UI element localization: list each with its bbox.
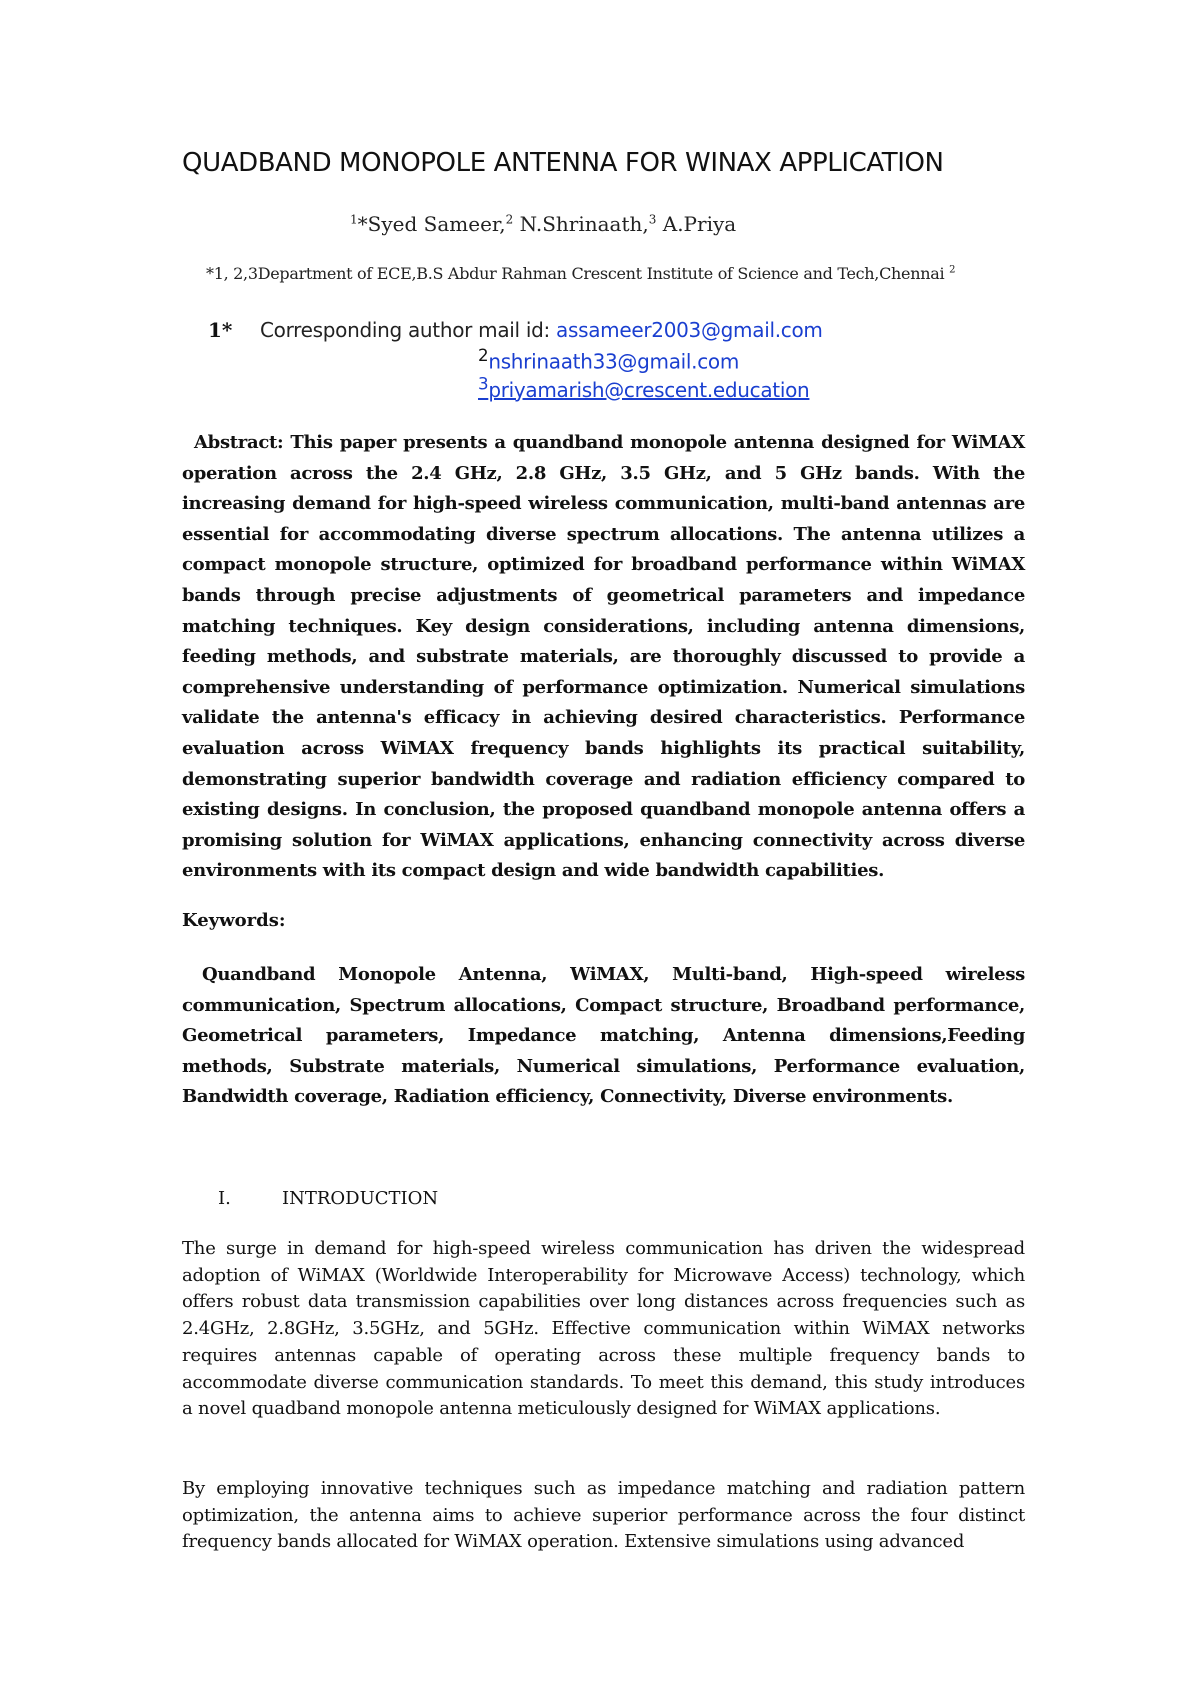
author-2: N.Shrinaath, (513, 212, 649, 236)
section-number: I. (218, 1188, 231, 1209)
email-link-2[interactable]: nshrinaath33@gmail.com (488, 349, 740, 374)
email-line-3 (478, 374, 809, 402)
email-2-superscript: 2 (478, 346, 489, 365)
keywords: Quandband Monopole Antenna, WiMAX, Multi-band, High-speed wireless communication, Spectrum allocations, Compact structure, Broadband performance, Geometrical parameters, Impedance matching, Antenna dimensions,Feeding methods, Substrate materials, Numerical simulations, Performance evaluation, Bandwidth coverage, Radiation efficiency, Connectivity, Diverse environments. (182, 964, 1025, 1108)
email-line-2 (478, 346, 739, 374)
author-1: *Syed Sameer, (357, 212, 506, 236)
affiliation-text: *1, 2,3Department of ECE,B.S Abdur Rahman Crescent Institute of Science and Tech,Chennai (206, 264, 950, 283)
email-link-1[interactable]: assameer2003@gmail.com (556, 318, 823, 342)
author-list (350, 212, 736, 236)
author-3: A.Priya (656, 212, 737, 236)
email-3-text: priyamarish@crescent.education (488, 377, 810, 402)
email-link-3[interactable] (478, 374, 810, 402)
body-paragraph: The surge in demand for high-speed wireless communication has driven the widespread adoption of WiMAX (Worldwide Interoperability for Microwave Access) technology, which offers robust data transmission capabilities over long distances across frequencies such as 2.4GHz, 2.8GHz, 3.5GHz, and 5GHz. Effective communication within WiMAX networks requires antennas capable of operating across these multiple frequency bands to accommodate diverse communication standards. To meet this demand, this study introduces a novel quadband monopole antenna meticulously designed for WiMAX applications. (182, 1238, 1025, 1420)
corresponding-label: Corresponding author mail id: (260, 318, 556, 342)
corresponding-mark: 1* (208, 318, 233, 342)
paper-title: QUADBAND MONOPOLE ANTENNA FOR WINAX APPLICATION (182, 148, 944, 178)
abstract: Abstract: This paper presents a quandband monopole antenna designed for WiMAX operation across the 2.4 GHz, 2.8 GHz, 3.5 GHz, and 5 GHz bands. With the increasing demand for high-speed wireless communication, multi-band antennas are essential for accommodating diverse spectrum allocations. The antenna utilizes a compact monopole structure, optimized for broadband performance within WiMAX bands through precise adjustments of geometrical parameters and impedance matching techniques. Key design considerations, including antenna dimensions, feeding methods, and substrate materials, are thoroughly discussed to provide a comprehensive understanding of performance optimization. Numerical simulations validate the antenna's efficacy in achieving desired characteristics. Performance evaluation across WiMAX frequency bands highlights its practical suitability, demonstrating superior bandwidth coverage and radiation efficiency compared to existing designs. In conclusion, the proposed quandband monopole antenna offers a promising solution for WiMAX applications, enhancing connectivity across diverse environments with its compact design and wide bandwidth capabilities. (182, 432, 1025, 882)
section-title: INTRODUCTION (282, 1188, 439, 1209)
author-2-superscript: 2 (505, 212, 514, 227)
section-heading (218, 1188, 438, 1209)
author-1-superscript: 1 (350, 212, 358, 227)
author-3-superscript: 3 (648, 212, 657, 227)
body-paragraph: By employing innovative techniques such as impedance matching and radiation pattern optimization, the antenna aims to achieve superior performance across the four distinct frequency bands allocated for WiMAX operation. Extensive simulations using advanced (182, 1478, 1025, 1553)
keywords-heading: Keywords: (182, 910, 286, 931)
corresponding-author (208, 318, 823, 342)
email-3-superscript: 3 (478, 374, 489, 393)
affiliation (206, 264, 955, 283)
affiliation-superscript: 2 (949, 264, 956, 276)
